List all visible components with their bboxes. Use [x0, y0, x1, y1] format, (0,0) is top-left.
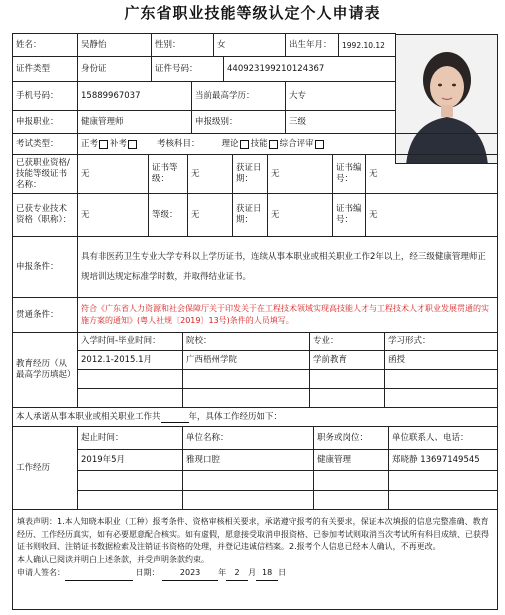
title-no-label: 证书编号： [332, 193, 366, 237]
title-level-value[interactable]: 无 [187, 193, 233, 237]
education-label: 教育经历（从最高学历填起） [12, 332, 78, 408]
review-checkbox[interactable] [315, 140, 324, 149]
job-value[interactable]: 健康管理师 [77, 110, 192, 134]
cert-level-value[interactable]: 无 [187, 154, 233, 194]
title-no-value[interactable]: 无 [365, 193, 498, 237]
skill-label: 技能 [250, 138, 268, 149]
work-row-2-post[interactable] [313, 470, 389, 491]
normal-checkbox[interactable] [99, 140, 108, 149]
date-day[interactable]: 18 [256, 567, 278, 581]
level-value[interactable]: 三级 [285, 110, 396, 134]
work-label: 工作经历 [12, 426, 78, 510]
id-type-label: 证件类型 [12, 56, 78, 82]
cert-level-label: 证书等级： [148, 154, 188, 194]
month-unit: 月 [248, 568, 257, 577]
edu-row-2-time[interactable] [77, 369, 183, 389]
bonus-text[interactable]: 符合《广东省人力资源和社会保障厅关于印发关于在工程技术领域实现高技能人才与工程技术人才职业发展贯通的实施方案的通知》(粤人社规〔2019〕13号)条件的人员填写。 [77, 297, 498, 333]
birth-value[interactable]: 1992.10.12 [338, 33, 396, 57]
work-row-1-org[interactable]: 雅现口腔 [182, 449, 314, 471]
declaration-box [12, 509, 498, 610]
work-header-contact: 单位联系人、电话： [388, 426, 498, 450]
work-row-1-post[interactable]: 健康管理 [313, 449, 389, 471]
makeup-checkbox[interactable] [128, 140, 137, 149]
work-row-2-contact[interactable] [388, 470, 498, 491]
name-label: 姓名： [12, 33, 78, 57]
work-header-post: 职务或岗位： [313, 426, 389, 450]
date-year[interactable]: 2023 [162, 567, 218, 581]
edu-value[interactable]: 大专 [285, 81, 396, 111]
day-unit: 日 [278, 568, 287, 577]
cert-no-value[interactable]: 无 [365, 154, 498, 194]
edu-row-1-major[interactable]: 学前教育 [309, 350, 385, 370]
work-row-3-org[interactable] [182, 490, 314, 510]
phone-value[interactable]: 15889967037 [77, 81, 192, 111]
date-label: 日期： [135, 568, 160, 577]
work-header-org: 单位名称： [182, 426, 314, 450]
subject-label: 考核科目： [157, 138, 200, 149]
work-row-1-contact[interactable]: 郑晓静 13697149545 [388, 449, 498, 471]
theory-checkbox[interactable] [240, 140, 249, 149]
edu-row-1-school[interactable]: 广西梧州学院 [182, 350, 310, 370]
work-row-2-org[interactable] [182, 470, 314, 491]
id-type-value[interactable]: 身份证 [77, 56, 152, 82]
edu-row-3-mode[interactable] [384, 388, 498, 408]
work-row-3-post[interactable] [313, 490, 389, 510]
signature-field[interactable] [65, 567, 133, 581]
edu-header-time: 入学时间-毕业时间： [77, 332, 183, 351]
bonus-label: 贯通条件： [12, 297, 78, 333]
title-cert-label: 已获专业技术资格（职称）： [12, 193, 78, 237]
cert-date-label: 获证日期： [232, 154, 268, 194]
skill-cert-label: 已获职业资格/技能等级证书名称： [12, 154, 78, 194]
edu-header-major: 专业： [309, 332, 385, 351]
title-date-value[interactable]: 无 [267, 193, 333, 237]
birth-label: 出生年月： [285, 33, 339, 57]
promise-text: 本人承诺从事本职业或相关职业工作共 [16, 411, 161, 422]
edu-row-2-school[interactable] [182, 369, 310, 389]
work-row-3-time[interactable] [77, 490, 183, 510]
exam-type-label: 考试类型： [12, 133, 78, 155]
makeup-label: 补考 [110, 138, 128, 149]
edu-row-3-time[interactable] [77, 388, 183, 408]
edu-row-1-time[interactable]: 2012.1-2015.1月 [77, 350, 183, 370]
promise-row [12, 407, 498, 427]
declaration-confirm: 本人确认已阅读并明白上述条款，并受声明条款约束。 [17, 554, 209, 564]
promise-years-field[interactable] [161, 411, 189, 423]
level-label: 申报级别： [191, 110, 286, 134]
skill-cert-value[interactable]: 无 [77, 154, 149, 194]
skill-checkbox[interactable] [269, 140, 278, 149]
edu-row-1-mode[interactable]: 函授 [384, 350, 498, 370]
work-row-1-time[interactable]: 2019年5月 [77, 449, 183, 471]
title-level-label: 等级： [148, 193, 188, 237]
id-no-value[interactable]: 440923199210124367 [223, 56, 396, 82]
work-row-3-contact[interactable] [388, 490, 498, 510]
signature-line [17, 567, 493, 581]
phone-label: 手机号码： [12, 81, 78, 111]
name-value[interactable]: 吴静怡 [77, 33, 152, 57]
job-label: 申报职业： [12, 110, 78, 134]
conditions-text[interactable]: 具有非医药卫生专业大学专科以上学历证书，连续从事本职业或相关职业工作2年以上，经三级健康管理师正规培训达规定标准学时数，并取得结业证书。 [77, 236, 498, 298]
review-label: 综合评审 [279, 138, 314, 149]
conditions-label: 申报条件： [12, 236, 78, 298]
form-title: 广东省职业技能等级认定个人申请表 [124, 4, 381, 22]
edu-row-2-mode[interactable] [384, 369, 498, 389]
gender-value[interactable]: 女 [213, 33, 286, 57]
edu-row-3-major[interactable] [309, 388, 385, 408]
date-month[interactable]: 2 [226, 567, 248, 581]
declaration-text: 填表声明：1.本人知晓本职业（工种）报考条件、资格审核相关要求，承诺遵守报考的有关要求，保证本次填报的信息完整准确、教育经历、工作经历真实，如有必要愿意配合核实。如有虚假，愿意接受取消申报资格、已参加考试则取消当次考试所有科目成绩、已获得证书则收回、注销证书数据检索及注销证书资格的处理，并登记违诚信档案。2.报考个人信息已经本人确认，不再更改。 [17, 517, 489, 551]
normal-label: 正考 [81, 138, 99, 149]
promise-unit: 年，具体工作经历如下： [188, 411, 283, 422]
edu-header-mode: 学习形式： [384, 332, 498, 351]
exam-options [77, 133, 396, 155]
cert-no-label: 证书编号： [332, 154, 366, 194]
edu-row-2-major[interactable] [309, 369, 385, 389]
title-date-label: 获证日期： [232, 193, 268, 237]
theory-label: 理论 [221, 138, 239, 149]
edu-label: 当前最高学历： [191, 81, 286, 111]
year-unit: 年 [218, 568, 227, 577]
work-row-2-time[interactable] [77, 470, 183, 491]
edu-header-school: 院校： [182, 332, 310, 351]
edu-row-3-school[interactable] [182, 388, 310, 408]
sign-label: 申请人签名： [17, 568, 65, 577]
exam-options-end [395, 133, 498, 155]
cert-date-value[interactable]: 无 [267, 154, 333, 194]
gender-label: 性别： [151, 33, 214, 57]
work-header-time: 起止时间： [77, 426, 183, 450]
title-cert-value[interactable]: 无 [77, 193, 149, 237]
id-no-label: 证件号码： [151, 56, 224, 82]
